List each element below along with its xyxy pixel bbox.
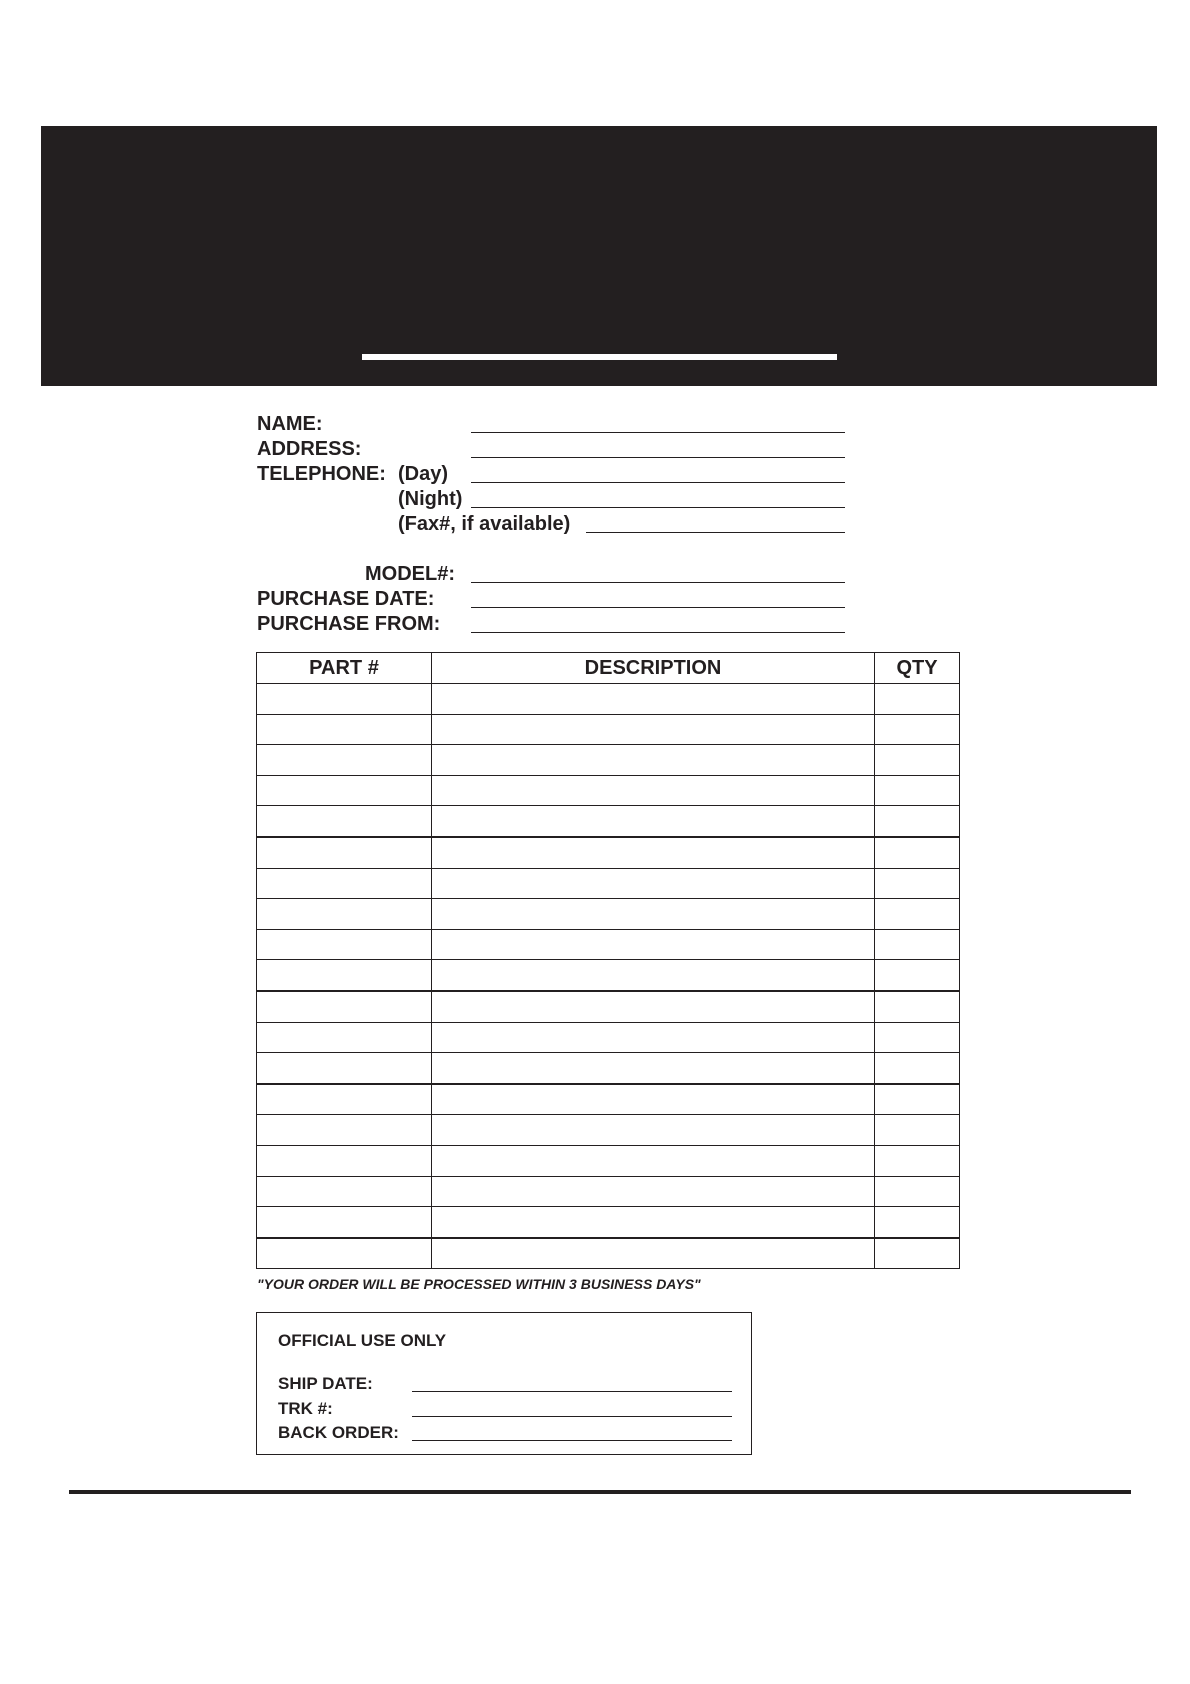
parts-table-row [257,1238,960,1269]
qty-cell[interactable] [875,868,960,899]
qty-cell[interactable] [875,929,960,960]
description-cell[interactable] [432,1145,875,1176]
description-cell[interactable] [432,745,875,776]
parts-table-row [257,1115,960,1146]
official-use-title: OFFICIAL USE ONLY [278,1331,447,1350]
parts-table-row [257,1053,960,1084]
description-cell[interactable] [432,684,875,715]
description-cell[interactable] [432,929,875,960]
header-banner [41,126,1157,386]
back-order-label: BACK ORDER: [278,1423,399,1442]
parts-table-row [257,1176,960,1207]
purchase-date-field[interactable] [471,607,845,608]
part-number-cell[interactable] [257,1207,432,1238]
parts-table-row [257,1207,960,1238]
qty-cell[interactable] [875,775,960,806]
trk-field[interactable] [412,1416,732,1417]
description-cell[interactable] [432,837,875,868]
part-number-cell[interactable] [257,1176,432,1207]
part-number-cell[interactable] [257,1084,432,1115]
qty-cell[interactable] [875,714,960,745]
description-cell[interactable] [432,1053,875,1084]
telephone-label: TELEPHONE: [257,463,386,485]
part-number-cell[interactable] [257,1115,432,1146]
part-number-cell[interactable] [257,775,432,806]
qty-cell[interactable] [875,1022,960,1053]
part-number-cell[interactable] [257,1238,432,1269]
model-field[interactable] [471,582,845,583]
part-number-cell[interactable] [257,960,432,991]
part-number-cell[interactable] [257,899,432,930]
telephone-night-field[interactable] [471,507,845,508]
processing-note: "YOUR ORDER WILL BE PROCESSED WITHIN 3 BUSINESS DAYS" [257,1276,701,1292]
parts-table-row [257,899,960,930]
parts-table-body [257,684,960,1269]
qty-cell[interactable] [875,1115,960,1146]
description-cell[interactable] [432,868,875,899]
parts-table-row [257,1022,960,1053]
parts-table-row [257,806,960,837]
description-cell[interactable] [432,899,875,930]
description-cell[interactable] [432,1176,875,1207]
address-label: ADDRESS: [257,438,362,460]
parts-table-row [257,868,960,899]
part-number-cell[interactable] [257,837,432,868]
qty-cell[interactable] [875,991,960,1022]
part-number-cell[interactable] [257,868,432,899]
parts-table [256,652,960,1269]
qty-cell[interactable] [875,1145,960,1176]
part-number-cell[interactable] [257,991,432,1022]
fax-field[interactable] [586,532,845,533]
description-header: DESCRIPTION [432,653,875,684]
purchase-date-label: PURCHASE DATE: [257,588,435,610]
ship-date-field[interactable] [412,1391,732,1392]
part-number-cell[interactable] [257,684,432,715]
parts-table-row [257,960,960,991]
parts-table-row [257,929,960,960]
description-cell[interactable] [432,1238,875,1269]
model-label: MODEL#: [365,563,455,585]
description-cell[interactable] [432,714,875,745]
description-cell[interactable] [432,1115,875,1146]
part-number-cell[interactable] [257,714,432,745]
parts-table-row [257,775,960,806]
qty-cell[interactable] [875,960,960,991]
telephone-night-label: (Night) [398,488,463,510]
description-cell[interactable] [432,960,875,991]
part-number-cell[interactable] [257,745,432,776]
purchase-from-field[interactable] [471,632,845,633]
qty-cell[interactable] [875,837,960,868]
description-cell[interactable] [432,1207,875,1238]
trk-label: TRK #: [278,1399,333,1418]
qty-header: QTY [875,653,960,684]
part-number-cell[interactable] [257,1053,432,1084]
part-number-cell[interactable] [257,929,432,960]
qty-cell[interactable] [875,1084,960,1115]
parts-table-row [257,714,960,745]
parts-table-row [257,1084,960,1115]
parts-table-header [257,653,960,684]
part-number-cell[interactable] [257,1022,432,1053]
qty-cell[interactable] [875,684,960,715]
banner-title-rule [362,354,837,360]
fax-label: (Fax#, if available) [398,513,571,535]
parts-table-row [257,1145,960,1176]
description-cell[interactable] [432,775,875,806]
part-number-header: PART # [257,653,432,684]
purchase-from-label: PURCHASE FROM: [257,613,441,635]
description-cell[interactable] [432,1022,875,1053]
description-cell[interactable] [432,806,875,837]
parts-table-row [257,684,960,715]
qty-cell[interactable] [875,1053,960,1084]
qty-cell[interactable] [875,745,960,776]
name-field[interactable] [471,432,845,433]
parts-table-row [257,991,960,1022]
parts-table-row [257,745,960,776]
official-use-box [256,1312,752,1455]
part-number-cell[interactable] [257,1145,432,1176]
qty-cell[interactable] [875,806,960,837]
parts-table-row [257,837,960,868]
qty-cell[interactable] [875,1207,960,1238]
part-number-cell[interactable] [257,806,432,837]
description-cell[interactable] [432,1084,875,1115]
telephone-day-field[interactable] [471,482,845,483]
name-label: NAME: [257,413,323,435]
qty-cell[interactable] [875,1176,960,1207]
description-cell[interactable] [432,991,875,1022]
back-order-field[interactable] [412,1440,732,1441]
qty-cell[interactable] [875,899,960,930]
qty-cell[interactable] [875,1238,960,1269]
address-field[interactable] [471,457,845,458]
ship-date-label: SHIP DATE: [278,1374,373,1393]
footer-rule [69,1490,1131,1494]
telephone-day-label: (Day) [398,463,449,485]
